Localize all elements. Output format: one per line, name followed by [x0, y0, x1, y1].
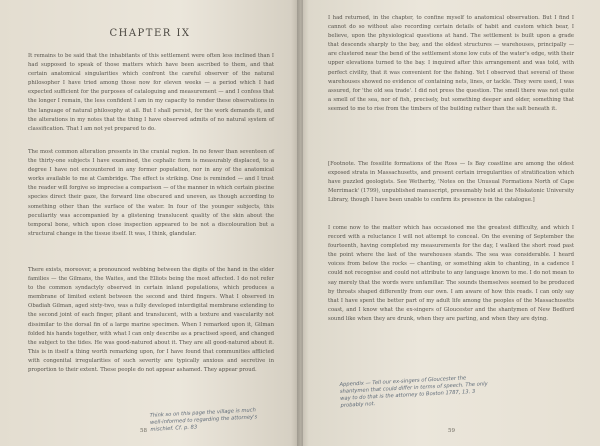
chapter-title: CHAPTER IX [109, 28, 191, 39]
book-gutter [297, 0, 303, 446]
right-page [300, 0, 600, 446]
right-paragraph-2: [Footnote. The fossilite formations of the Ross — Is Bay coastline are among the oldest exposed strata in Massachusetts, and present certain irregularities of stratification which have puzzled geologists. See Wetherby, 'Notes on the Unusual Formations North of Cape Merrimack' (1799), unpublished manuscript, presumably held at the Miskatonic University Library, though I have been unable to confirm its presence in the catalogue.] [328, 161, 574, 204]
handwritten-note-left: Think so on this page the village is much well-informed to regarding the attorney's mischief. Cf. p. 83 [149, 407, 258, 433]
left-paragraph-1: It remains to be said that the inhabitants of this settlement were often less inclined than I had supposed to speak of those matters which have been ascribed to them, and that certain anatomical singularities which confront the careful observer of the natural philosopher I have tried among those now for eleven weeks — a period which I had expected sufficient for the purposes of cataloguing and measurement — and I confess that the longer I remain, the less confident I am in my capacity to render these observations in the language of natural philosophy at all. But I shall persist, for the work demands it, and the alterations in my notes that the thing I have observed admits of no natural system of classification. That I am not yet prepared to do. [28, 53, 274, 132]
left-paragraph-2: The most common alteration presents in the cranial region. In no fewer than seventeen of the thirty-one subjects I have examined, the cephalic form is measurably displaced, to a degree I have not encountered in any former population, nor in any of the anatomical works available to me at Cambridge. The effect is striking. One is reminded — and I trust the reader will forgive so imprecise a comparison — of the manner in which certain piscine species direct their gaze, the forward line obscured and uneven, as though according to something other than the surface of the water. In four of the younger subjects, this peculiarity was accompanied by a glistening translucent quality of the skin about the temporal bone, which upon close inspection appeared to be not a discolouration but a structural change in the tissue itself. It was, I think, glandular. [28, 149, 274, 237]
right-paragraph-1: I had returned, in the chapter, to confine myself to anatomical observation. But I find I cannot do so without also recording certain details of habit and custom which bear, I believe, upon the physiological questions at hand. The settlement is built upon a grade that descends sharply to the bay, and the oldest structures — warehouses, principally — are clustered near the bend of the settlement stone low cuts of the water's edge, with their upper elevations turned to the bay. I inquired after this arrangement and was told, with perfect civility, that it was convenient for the fishing. Yet I observed that several of these warehouses showed no evidence of containing nets, lines, or tackle. They were used, I was assured, for 'the old sea trade'. I did not press the question. The smell there was not quite a smell of the sea, nor of fish, precisely, but something deeper and older, something that seemed to me to rise from the timbers of the building rather than the salt beneath it. [328, 15, 574, 112]
right-paragraph-3: I come now to the matter which has occasioned me the greatest difficulty, and which I record with a reluctance I will not attempt to conceal. On the evening of September the fourteenth, having completed my measurements for the day, I walked the short road past the point where the last of the warehouses stands. The sea was considerable. I heard voices from below the rocks — chanting, or something akin to chanting, in a cadence I could not recognise and could not attribute to any language known to me. I do not mean to say merely that the words were unfamiliar. The sounds themselves seemed to be produced by throats shaped differently from our own. I am aware of how this reads. I can only say that I have spent the better part of my adult life among the peoples of the Massachusetts coast, and I know what the ex-singers of Gloucester and the shantymen of New Bedford sound like when they are drunk, when they are parting, and when they are dying. [328, 225, 574, 322]
handwritten-note-right: Appendix — Tell our ex-singers of Gloucester the shantymen that could differ in terms of speech. The only way to do that is the attorney to Boston 1787, 13. 3 probably not. [339, 375, 488, 409]
page-number-left: 58 [140, 428, 147, 434]
page-number-right: 59 [448, 428, 455, 434]
left-paragraph-3: There exists, moreover, a pronounced webbing between the digits of the hand in the elder families — the Gilmans, the Waites, and the Elliots being the most affected. I do not refer to the common syndactyly observed in certain inland populations, which produces a membrane of limited extent between the second and third fingers. What I observed in Obadiah Gilman, aged sixty-two, was a fully developed interdigital membrane extending to the second joint of each finger, pliant and translucent, with a texture and vascularity not dissimilar to the dorsal fin of a large marine specimen. When I remarked upon it, Gilman folded his hands together, with what I can only describe as a practised speed, and changed the subject to the tides. He was good-natured about it. They are all good-natured about it. This is in itself a thing worth remarking upon, for I have found that communities afflicted with congenital irregularities of such severity are typically anxious and secretive in proportion to their extent. These people do not appear ashamed. They appear proud. [28, 267, 274, 374]
